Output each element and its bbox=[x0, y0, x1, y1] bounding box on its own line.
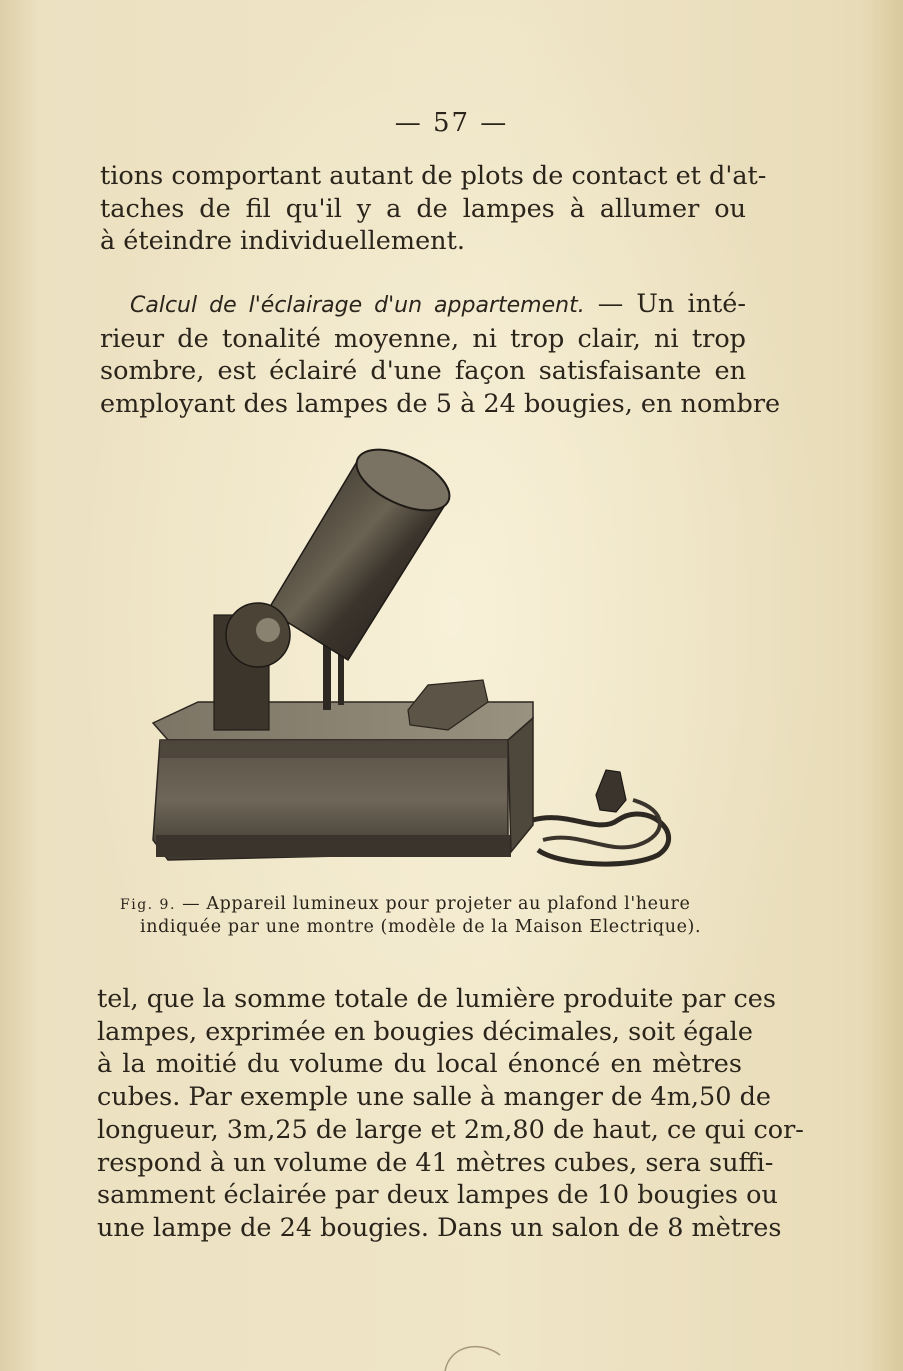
section-heading-runin: Calcul de l'éclairage d'un appartement. bbox=[130, 293, 585, 318]
paragraph-calcul bbox=[100, 288, 781, 421]
text-fragment: — Un inté- bbox=[584, 289, 746, 319]
figure-label: Fig. 9. bbox=[120, 897, 176, 913]
text-line: une lampe de 24 bougies. Dans un salon de 8 mètres bbox=[97, 1212, 782, 1243]
paragraph-example bbox=[97, 983, 804, 1245]
text-line: tel, que la somme totale de lumière produite par ces bbox=[97, 984, 776, 1014]
text-line: taches de fil qu'il y a de lampes à allumer ou bbox=[100, 193, 746, 224]
text-line: sombre, est éclairé d'une façon satisfaisante en bbox=[100, 356, 746, 387]
text-line: lampes, exprimée en bougies décimales, soit égale bbox=[97, 1016, 753, 1047]
text-line: tions comportant autant de plots de contact et d'at- bbox=[100, 161, 767, 191]
caption-line: indiquée par une montre (modèle de la Maison Electrique). bbox=[140, 917, 702, 937]
text-line: à éteindre individuellement. bbox=[100, 226, 465, 257]
text-line: cubes. Par exemple une salle à manger de 4m,50 de bbox=[97, 1082, 772, 1113]
paragraph-continuation bbox=[100, 160, 767, 258]
page-number: — 57 — bbox=[394, 108, 509, 138]
figure-projector-illustration bbox=[148, 440, 688, 880]
text-line: employant des lampes de 5 à 24 bougies, en nombre bbox=[100, 389, 781, 420]
page-fold-mark bbox=[440, 1335, 510, 1371]
text-line: rieur de tonalité moyenne, ni trop clair, ni trop bbox=[100, 323, 746, 354]
text-line: à la moitié du volume du local énoncé en mètres bbox=[97, 1049, 742, 1080]
text-line: respond à un volume de 41 mètres cubes, sera suffi- bbox=[97, 1147, 774, 1178]
caption-line bbox=[120, 893, 725, 916]
text-line: samment éclairée par deux lampes de 10 bougies ou bbox=[97, 1180, 778, 1211]
text-fragment: — Appareil lumineux pour projeter au plafond l'heure bbox=[175, 894, 691, 914]
figure-caption bbox=[120, 893, 725, 938]
text-line bbox=[100, 288, 746, 323]
text-line: longueur, 3m,25 de large et 2m,80 de haut, ce qui cor- bbox=[97, 1114, 804, 1145]
